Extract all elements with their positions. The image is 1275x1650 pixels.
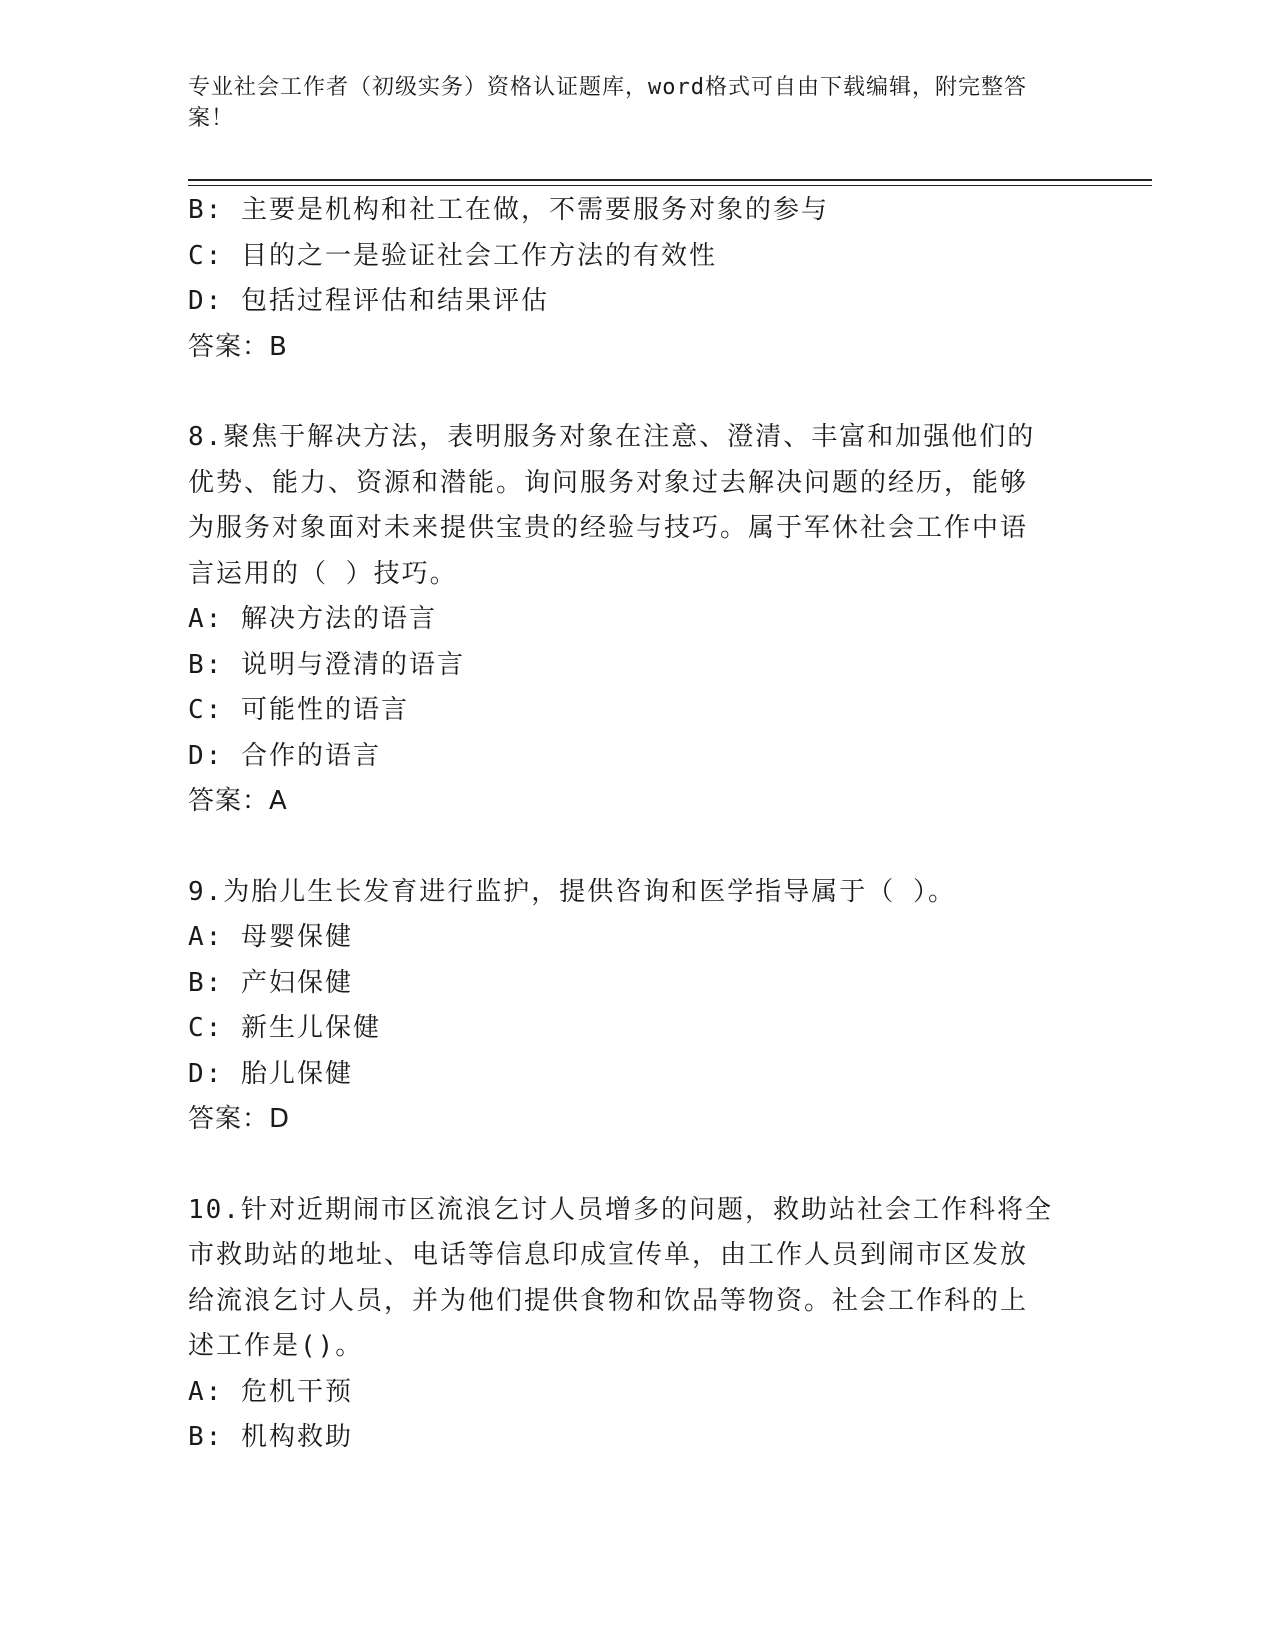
option-d: D: 包括过程评估和结果评估: [188, 286, 549, 316]
header-divider: [188, 179, 1152, 186]
question-10: [188, 1188, 1088, 1461]
question-content: [188, 188, 1088, 1461]
question-stem-line: 9.为胎儿生长发育进行监护，提供咨询和医学指导属于（ ）。: [188, 876, 956, 907]
question-8: [188, 415, 1088, 825]
option-a: A: 解决方法的语言: [188, 604, 437, 634]
header-title: 专业社会工作者（初级实务）资格认证题库，word格式可自由下载编辑，附完整答案！: [188, 75, 1027, 131]
question-stem-line: 市救助站的地址、电话等信息印成宣传单，由工作人员到闹市区发放: [188, 1240, 1029, 1270]
question-stem-line: 优势、能力、资源和潜能。询问服务对象过去解决问题的经历，能够: [188, 467, 1029, 498]
question-stem-line: 为服务对象面对未来提供宝贵的经验与技巧。属于军休社会工作中语: [188, 513, 1029, 543]
question-stem-line: 言运用的（ ）技巧。: [188, 558, 458, 589]
option-b: B: 主要是机构和社工在做，不需要服务对象的参与: [188, 195, 829, 225]
question-9: [188, 870, 1088, 1143]
option-d: D: 合作的语言: [188, 740, 381, 771]
option-b: B: 机构救助: [188, 1422, 353, 1452]
option-b: B: 说明与澄清的语言: [188, 649, 465, 680]
page-header: [188, 72, 1068, 134]
question-stem-line: 给流浪乞讨人员，并为他们提供食物和饮品等物资。社会工作科的上: [188, 1285, 1029, 1316]
continued-question: [188, 188, 1088, 370]
question-stem-line: 述工作是()。: [188, 1331, 364, 1361]
option-d: D: 胎儿保健: [188, 1058, 353, 1089]
answer: 答案：B: [188, 331, 288, 362]
question-stem-line: 8.聚焦于解决方法，表明服务对象在注意、澄清、丰富和加强他们的: [188, 422, 1036, 452]
option-b: B: 产妇保健: [188, 967, 353, 998]
option-a: A: 母婴保健: [188, 922, 353, 952]
option-c: C: 可能性的语言: [188, 695, 409, 725]
answer: 答案：D: [188, 1104, 291, 1134]
option-c: C: 新生儿保健: [188, 1013, 381, 1043]
option-a: A: 危机干预: [188, 1376, 353, 1407]
option-c: C: 目的之一是验证社会工作方法的有效性: [188, 240, 717, 271]
question-stem-line: 10.针对近期闹市区流浪乞讨人员增多的问题，救助站社会工作科将全: [188, 1194, 1053, 1225]
answer: 答案：A: [188, 786, 288, 816]
